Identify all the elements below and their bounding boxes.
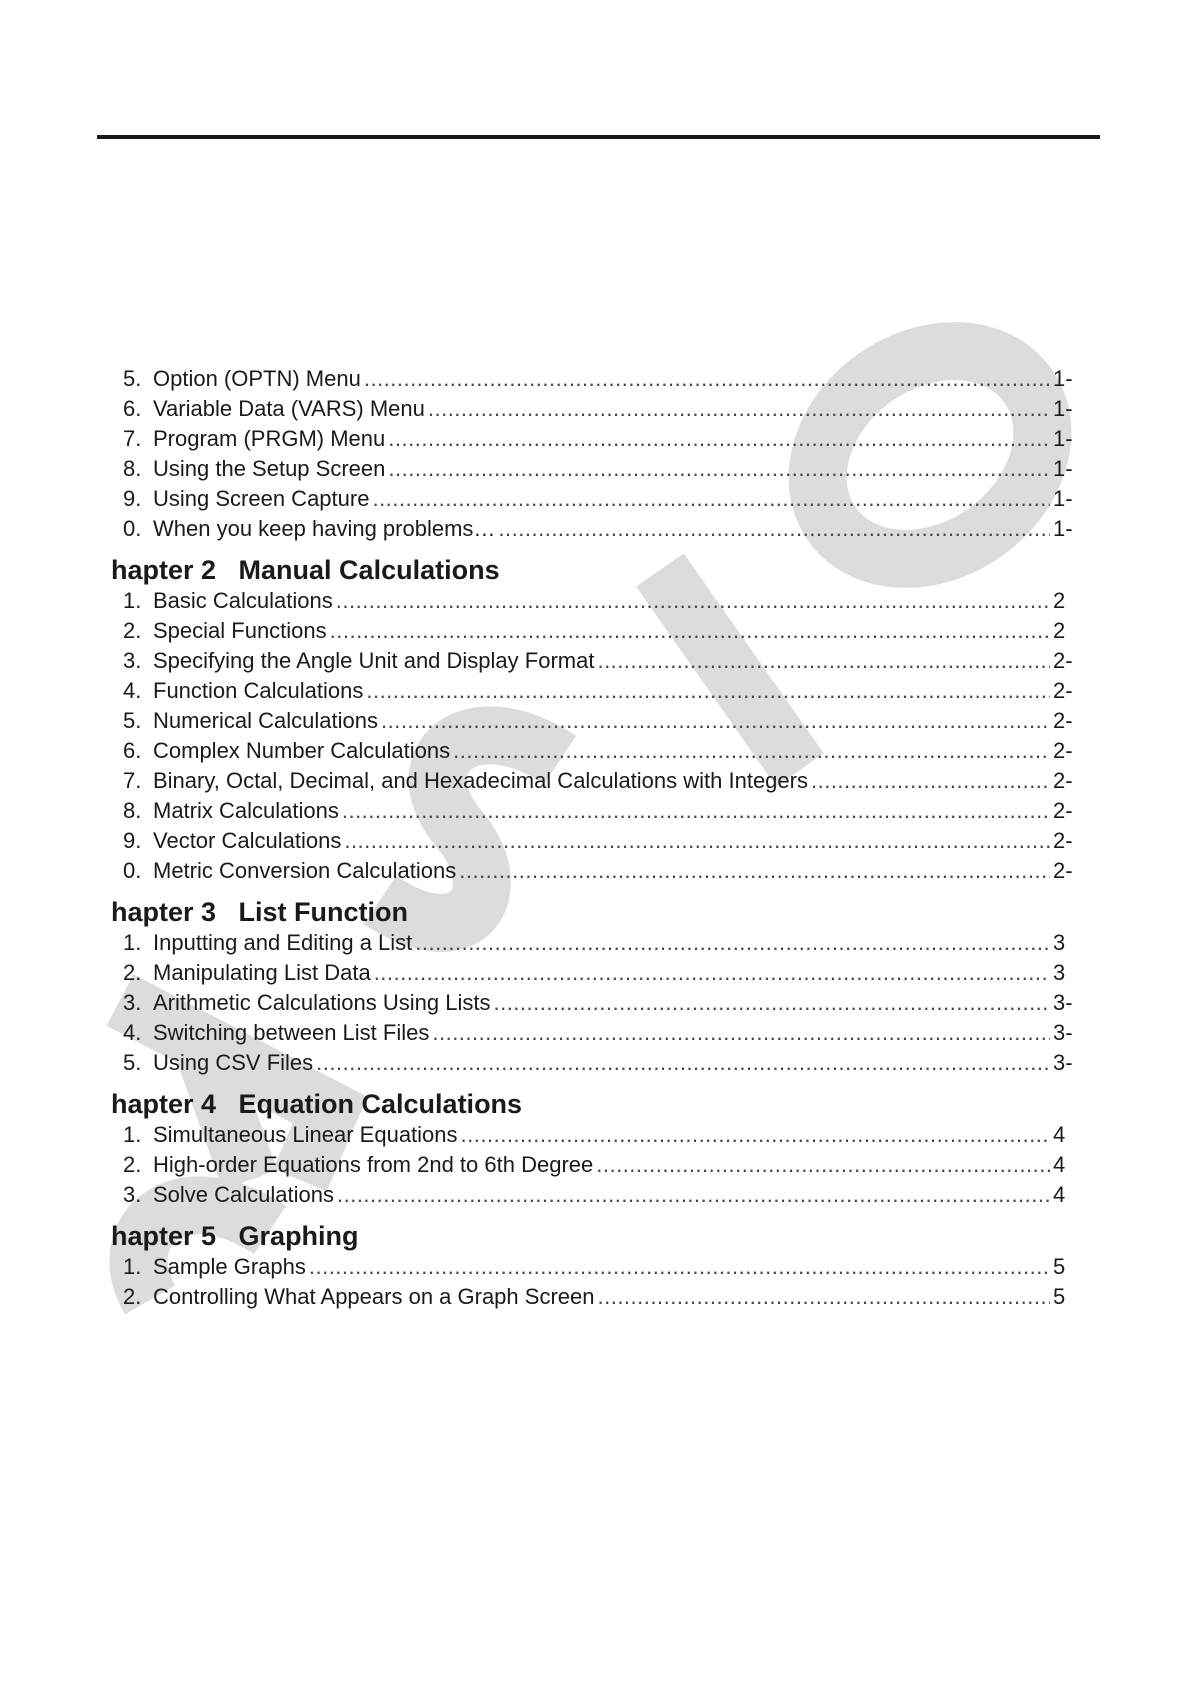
- toc-entry[interactable]: [117, 1252, 1079, 1282]
- toc-entry[interactable]: [117, 1018, 1079, 1048]
- dot-leader: [493, 988, 1050, 1018]
- dot-leader: [498, 514, 1050, 544]
- entry-page: 2-: [1053, 738, 1073, 763]
- entry-number: 3.: [123, 990, 142, 1015]
- entry-page: 5: [1053, 1284, 1066, 1309]
- toc-entry[interactable]: [117, 958, 1079, 988]
- entry-number: 5.: [123, 1050, 142, 1075]
- entry-page: 2-: [1053, 768, 1073, 793]
- toc-entry[interactable]: [117, 1120, 1079, 1150]
- entry-title: Special Functions: [153, 618, 327, 643]
- entry-title: Complex Number Calculations: [153, 738, 451, 763]
- toc-entry[interactable]: [117, 424, 1079, 454]
- entry-page: 1-: [1053, 366, 1073, 391]
- entry-title: Using CSV Files: [153, 1050, 314, 1075]
- entry-title: Option (OPTN) Menu: [153, 366, 361, 391]
- entry-page: 4: [1053, 1182, 1066, 1207]
- entry-title: Program (PRGM) Menu: [153, 426, 386, 451]
- entry-number: 1.: [123, 930, 142, 955]
- entry-number: 8.: [123, 456, 142, 481]
- entry-title: High-order Equations from 2nd to 6th Degree: [153, 1152, 594, 1177]
- toc-entry[interactable]: [117, 826, 1079, 856]
- toc-entry[interactable]: [117, 1282, 1079, 1312]
- chapter-heading: hapter 2 Manual Calculations: [111, 555, 500, 585]
- entry-title: Using the Setup Screen: [153, 456, 386, 481]
- entry-number: 0.: [123, 516, 142, 541]
- toc-entry[interactable]: [117, 394, 1079, 424]
- entry-number: 1.: [123, 1254, 142, 1279]
- entry-number: 5.: [123, 708, 142, 733]
- entry-number: 3.: [123, 648, 142, 673]
- entry-page: 2-: [1053, 708, 1073, 733]
- entry-title: Simultaneous Linear Equations: [153, 1122, 458, 1147]
- dot-leader: [342, 796, 1050, 826]
- entry-title: When you keep having problems…: [153, 516, 496, 541]
- entry-number: 2.: [123, 1152, 142, 1177]
- entry-page: 4: [1053, 1152, 1066, 1177]
- dot-leader: [597, 646, 1050, 676]
- entry-page: 1-: [1053, 426, 1073, 451]
- entry-title: Using Screen Capture: [153, 486, 370, 511]
- toc-entry[interactable]: [117, 364, 1079, 394]
- entry-page: 3-: [1053, 1050, 1073, 1075]
- entry-number: 4.: [123, 678, 142, 703]
- table-of-contents: [111, 364, 1079, 1312]
- toc-entry[interactable]: [117, 736, 1079, 766]
- entry-page: 1-: [1053, 516, 1073, 541]
- entry-title: Solve Calculations: [153, 1182, 334, 1207]
- toc-entry[interactable]: [117, 988, 1079, 1018]
- entry-page: 3-: [1053, 1020, 1073, 1045]
- entry-number: 2.: [123, 618, 142, 643]
- dot-leader: [364, 364, 1050, 394]
- header-rule: [97, 135, 1100, 139]
- entry-title: Function Calculations: [153, 678, 364, 703]
- toc-entry[interactable]: [117, 706, 1079, 736]
- entry-page: 2-: [1053, 648, 1073, 673]
- dot-leader: [330, 616, 1050, 646]
- entry-title: Sample Graphs: [153, 1254, 306, 1279]
- dot-leader: [336, 586, 1050, 616]
- entry-title: Manipulating List Data: [153, 960, 371, 985]
- entry-page: 2-: [1053, 798, 1073, 823]
- toc-entry[interactable]: [117, 928, 1079, 958]
- entry-title: Metric Conversion Calculations: [153, 858, 457, 883]
- entry-number: 9.: [123, 828, 142, 853]
- dot-leader: [344, 826, 1050, 856]
- entry-number: 5.: [123, 366, 142, 391]
- entry-title: Arithmetic Calculations Using Lists: [153, 990, 491, 1015]
- entry-number: 2.: [123, 1284, 142, 1309]
- entry-title: Numerical Calculations: [153, 708, 378, 733]
- entry-number: 8.: [123, 798, 142, 823]
- entry-title: Binary, Octal, Decimal, and Hexadecimal Calculations with Integers: [153, 768, 808, 793]
- entry-title: Specifying the Angle Unit and Display Format: [153, 648, 595, 673]
- dot-leader: [374, 958, 1050, 988]
- toc-entry[interactable]: [117, 856, 1079, 886]
- dot-leader: [459, 856, 1050, 886]
- dot-leader: [597, 1282, 1050, 1312]
- toc-entry[interactable]: [117, 766, 1079, 796]
- dot-leader: [381, 706, 1050, 736]
- entry-number: 1.: [123, 588, 142, 613]
- dot-leader: [337, 1180, 1050, 1210]
- entry-page: 4: [1053, 1122, 1066, 1147]
- entry-page: 2: [1053, 618, 1066, 643]
- dot-leader: [309, 1252, 1050, 1282]
- dot-leader: [388, 454, 1050, 484]
- entry-page: 2-: [1053, 828, 1073, 853]
- entry-number: 6.: [123, 396, 142, 421]
- entry-title: Inputting and Editing a List: [153, 930, 413, 955]
- entry-title: Basic Calculations: [153, 588, 333, 613]
- dot-leader: [366, 676, 1050, 706]
- dot-leader: [596, 1150, 1050, 1180]
- entry-page: 1-: [1053, 396, 1073, 421]
- chapter-heading: hapter 4 Equation Calculations: [111, 1089, 523, 1119]
- entry-number: 9.: [123, 486, 142, 511]
- toc-entry[interactable]: [117, 484, 1079, 514]
- toc-entry[interactable]: [117, 1150, 1079, 1180]
- entry-number: 4.: [123, 1020, 142, 1045]
- entry-page: 3: [1053, 930, 1066, 955]
- dot-leader: [388, 424, 1050, 454]
- entry-number: 3.: [123, 1182, 142, 1207]
- dot-leader: [461, 1120, 1050, 1150]
- toc-entry[interactable]: [117, 616, 1079, 646]
- entry-page: 2-: [1053, 678, 1073, 703]
- dot-leader: [415, 928, 1050, 958]
- dot-leader: [372, 484, 1050, 514]
- entry-number: 2.: [123, 960, 142, 985]
- entry-number: 7.: [123, 426, 142, 451]
- entry-title: Controlling What Appears on a Graph Screen: [153, 1284, 595, 1309]
- entry-page: 2: [1053, 588, 1066, 613]
- entry-number: 6.: [123, 738, 142, 763]
- chapter-heading: hapter 5 Graphing: [111, 1221, 359, 1251]
- toc-entry[interactable]: [117, 1048, 1079, 1078]
- toc-entry[interactable]: [117, 514, 1079, 544]
- toc-entry[interactable]: [117, 646, 1079, 676]
- dot-leader: [428, 394, 1050, 424]
- toc-entry[interactable]: [117, 796, 1079, 826]
- entry-page: 5: [1053, 1254, 1066, 1279]
- entry-number: 0.: [123, 858, 142, 883]
- entry-page: 1-: [1053, 456, 1073, 481]
- dot-leader: [811, 766, 1050, 796]
- toc-entry[interactable]: [117, 586, 1079, 616]
- entry-title: Variable Data (VARS) Menu: [153, 396, 425, 421]
- entry-title: Switching between List Files: [153, 1020, 430, 1045]
- toc-entry[interactable]: [117, 454, 1079, 484]
- toc-entry[interactable]: [117, 1180, 1079, 1210]
- entry-page: 3: [1053, 960, 1066, 985]
- entry-title: Vector Calculations: [153, 828, 342, 853]
- dot-leader: [453, 736, 1050, 766]
- entry-number: 1.: [123, 1122, 142, 1147]
- dot-leader: [316, 1048, 1050, 1078]
- entry-number: 7.: [123, 768, 142, 793]
- entry-page: 3-: [1053, 990, 1073, 1015]
- entry-page: 1-: [1053, 486, 1073, 511]
- dot-leader: [432, 1018, 1050, 1048]
- chapter-heading: hapter 3 List Function: [111, 897, 409, 927]
- toc-entry[interactable]: [117, 676, 1079, 706]
- entry-title: Matrix Calculations: [153, 798, 339, 823]
- entry-page: 2-: [1053, 858, 1073, 883]
